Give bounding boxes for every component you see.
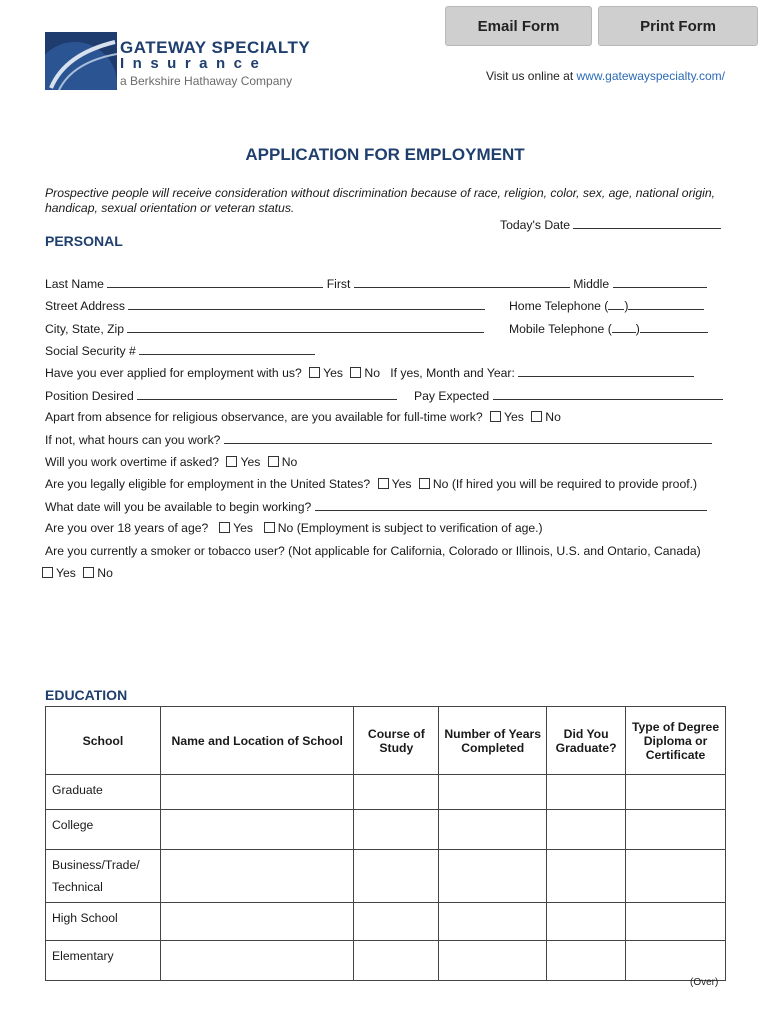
column-header: Course of Study bbox=[354, 707, 439, 775]
row-label: College bbox=[46, 810, 161, 850]
pay-field[interactable] bbox=[493, 388, 723, 400]
eligible-no-label: No bbox=[432, 477, 449, 491]
eligible-yes-checkbox[interactable] bbox=[378, 478, 389, 489]
table-cell[interactable] bbox=[547, 810, 626, 850]
table-cell[interactable] bbox=[354, 903, 439, 941]
intro-statement: Prospective people will receive consideration without discrimination because of race, religion, color, sex, age, national origin, handicap, sexual orientation or veteran status. bbox=[45, 186, 715, 215]
visit-prefix: Visit us online at bbox=[486, 69, 574, 83]
smoker-question: Are you currently a smoker or tobacco user? (Not applicable for California, Colorado or Illinois, U.S. and Ontario, Canada) bbox=[45, 544, 701, 558]
applied-no-checkbox[interactable] bbox=[350, 367, 361, 378]
last-name-label: Last Name bbox=[45, 277, 104, 291]
table-cell[interactable] bbox=[439, 775, 547, 810]
table-cell[interactable] bbox=[547, 903, 626, 941]
table-cell[interactable] bbox=[160, 775, 353, 810]
age-yes-checkbox[interactable] bbox=[219, 522, 230, 533]
row-label: Graduate bbox=[46, 775, 161, 810]
first-name-field[interactable] bbox=[354, 276, 570, 288]
overtime-yes-label: Yes bbox=[240, 455, 261, 469]
home-area-code-field[interactable] bbox=[608, 298, 624, 310]
home-telephone-label: Home Telephone ( bbox=[509, 299, 609, 313]
education-table bbox=[45, 706, 726, 981]
smoker-no-checkbox[interactable] bbox=[83, 567, 94, 578]
table-cell[interactable] bbox=[160, 810, 353, 850]
table-cell[interactable] bbox=[626, 903, 726, 941]
table-cell[interactable] bbox=[160, 850, 353, 903]
row-label-line1: Business/Trade/ bbox=[52, 858, 140, 872]
age-yes-label: Yes bbox=[233, 521, 253, 535]
begin-field[interactable] bbox=[315, 499, 707, 511]
begin-question: What date will you be available to begin working? bbox=[45, 500, 312, 514]
position-field[interactable] bbox=[137, 388, 397, 400]
table-cell[interactable] bbox=[354, 775, 439, 810]
age-no-checkbox[interactable] bbox=[264, 522, 275, 533]
mobile-telephone-row bbox=[509, 321, 708, 336]
name-row bbox=[45, 276, 707, 291]
row-label: High School bbox=[46, 903, 161, 941]
table-cell[interactable] bbox=[439, 810, 547, 850]
street-field[interactable] bbox=[128, 298, 485, 310]
last-name-field[interactable] bbox=[107, 276, 323, 288]
table-cell[interactable] bbox=[626, 775, 726, 810]
row-label bbox=[46, 850, 161, 903]
mobile-paren-close: ) bbox=[635, 322, 640, 336]
table-cell[interactable] bbox=[160, 941, 353, 981]
smoker-row bbox=[45, 544, 701, 558]
eligible-row bbox=[45, 477, 697, 491]
overtime-no-checkbox[interactable] bbox=[268, 456, 279, 467]
city-row bbox=[45, 321, 484, 336]
row-label: Elementary bbox=[46, 941, 161, 981]
logo-insurance: Insurance bbox=[120, 55, 268, 72]
table-row bbox=[46, 810, 726, 850]
table-cell[interactable] bbox=[626, 941, 726, 981]
age-question: Are you over 18 years of age? bbox=[45, 521, 209, 535]
hours-row bbox=[45, 432, 712, 447]
first-name-label: First bbox=[326, 277, 351, 291]
home-telephone-field[interactable] bbox=[628, 298, 704, 310]
personal-heading: PERSONAL bbox=[45, 233, 123, 249]
table-cell[interactable] bbox=[439, 941, 547, 981]
hours-question: If not, what hours can you work? bbox=[45, 433, 221, 447]
mobile-area-code-field[interactable] bbox=[612, 321, 636, 333]
table-cell[interactable] bbox=[160, 903, 353, 941]
applied-question: Have you ever applied for employment with us? bbox=[45, 366, 302, 380]
pay-row bbox=[414, 388, 723, 403]
month-year-field[interactable] bbox=[518, 365, 694, 377]
street-label: Street Address bbox=[45, 299, 125, 313]
table-row bbox=[46, 775, 726, 810]
overtime-no-label: No bbox=[281, 455, 298, 469]
age-no-label: No bbox=[277, 521, 294, 535]
street-row bbox=[45, 298, 485, 313]
fulltime-yes-label: Yes bbox=[504, 410, 524, 424]
eligible-no-checkbox[interactable] bbox=[419, 478, 430, 489]
smoker-yes-label: Yes bbox=[56, 566, 76, 580]
table-cell[interactable] bbox=[626, 850, 726, 903]
pay-label: Pay Expected bbox=[414, 389, 490, 403]
city-label: City, State, Zip bbox=[45, 322, 125, 336]
column-header: Number of Years Completed bbox=[439, 707, 547, 775]
column-header: Did You Graduate? bbox=[547, 707, 626, 775]
home-telephone-row bbox=[509, 298, 704, 313]
over-note: (Over) bbox=[690, 977, 719, 988]
middle-name-label: Middle bbox=[573, 277, 610, 291]
fulltime-no-checkbox[interactable] bbox=[531, 411, 542, 422]
table-row bbox=[46, 941, 726, 981]
table-cell[interactable] bbox=[354, 850, 439, 903]
education-heading: EDUCATION bbox=[45, 687, 128, 703]
applied-no-label: No bbox=[364, 366, 381, 380]
position-label: Position Desired bbox=[45, 389, 134, 403]
eligible-question: Are you legally eligible for employment in the United States? bbox=[45, 477, 371, 491]
fulltime-question: Apart from absence for religious observance, are you available for full-time work? bbox=[45, 410, 483, 424]
position-row bbox=[45, 388, 397, 403]
applied-yes-label: Yes bbox=[323, 366, 344, 380]
fulltime-no-label: No bbox=[545, 410, 561, 424]
column-header: Name and Location of School bbox=[160, 707, 353, 775]
home-paren-close: ) bbox=[624, 299, 629, 313]
fulltime-row bbox=[45, 410, 561, 424]
visit-line bbox=[486, 69, 725, 83]
print-form-button[interactable]: Print Form bbox=[598, 6, 758, 46]
ssn-label: Social Security # bbox=[45, 344, 136, 358]
website-link[interactable]: www.gatewayspecialty.com/ bbox=[576, 69, 726, 83]
logo-tagline: a Berkshire Hathaway Company bbox=[120, 74, 293, 88]
ssn-field[interactable] bbox=[139, 343, 315, 355]
table-cell[interactable] bbox=[547, 941, 626, 981]
city-field[interactable] bbox=[127, 321, 484, 333]
hours-field[interactable] bbox=[224, 432, 712, 444]
table-cell[interactable] bbox=[439, 903, 547, 941]
begin-row bbox=[45, 499, 707, 514]
table-cell[interactable] bbox=[354, 941, 439, 981]
overtime-yes-checkbox[interactable] bbox=[226, 456, 237, 467]
table-cell[interactable] bbox=[626, 810, 726, 850]
overtime-row bbox=[45, 455, 297, 469]
mobile-telephone-field[interactable] bbox=[640, 321, 708, 333]
todays-date-field[interactable] bbox=[573, 217, 721, 229]
table-cell[interactable] bbox=[354, 810, 439, 850]
applied-yes-checkbox[interactable] bbox=[309, 367, 320, 378]
fulltime-yes-checkbox[interactable] bbox=[490, 411, 501, 422]
education-header-row bbox=[46, 707, 726, 775]
overtime-question: Will you work overtime if asked? bbox=[45, 455, 220, 469]
table-row bbox=[46, 903, 726, 941]
smoker-no-label: No bbox=[97, 566, 113, 580]
column-header: Type of Degree Diploma or Certificate bbox=[626, 707, 726, 775]
column-header: School bbox=[46, 707, 161, 775]
todays-date-row bbox=[500, 217, 721, 232]
table-cell[interactable] bbox=[439, 850, 547, 903]
if-yes-label: If yes, Month and Year: bbox=[390, 366, 515, 380]
row-label-line2: Technical bbox=[52, 880, 103, 894]
age-row bbox=[45, 521, 543, 535]
mobile-telephone-label: Mobile Telephone ( bbox=[509, 322, 612, 336]
table-cell[interactable] bbox=[547, 850, 626, 903]
smoker-options bbox=[38, 566, 113, 580]
applied-row bbox=[45, 365, 694, 380]
eligible-note: (If hired you will be required to provide proof.) bbox=[451, 477, 698, 491]
smoker-yes-checkbox[interactable] bbox=[42, 567, 53, 578]
eligible-yes-label: Yes bbox=[391, 477, 412, 491]
table-cell[interactable] bbox=[547, 775, 626, 810]
table-row bbox=[46, 850, 726, 903]
email-form-button[interactable]: Email Form bbox=[445, 6, 592, 46]
age-note: (Employment is subject to verification of age.) bbox=[296, 521, 543, 535]
todays-date-label: Today's Date bbox=[500, 218, 571, 232]
logo-company-name: GATEWAY SPECIALTY bbox=[120, 38, 311, 57]
logo-globe-icon bbox=[45, 32, 117, 90]
middle-name-field[interactable] bbox=[613, 276, 707, 288]
page-title: APPLICATION FOR EMPLOYMENT bbox=[245, 145, 525, 164]
ssn-row bbox=[45, 343, 315, 358]
